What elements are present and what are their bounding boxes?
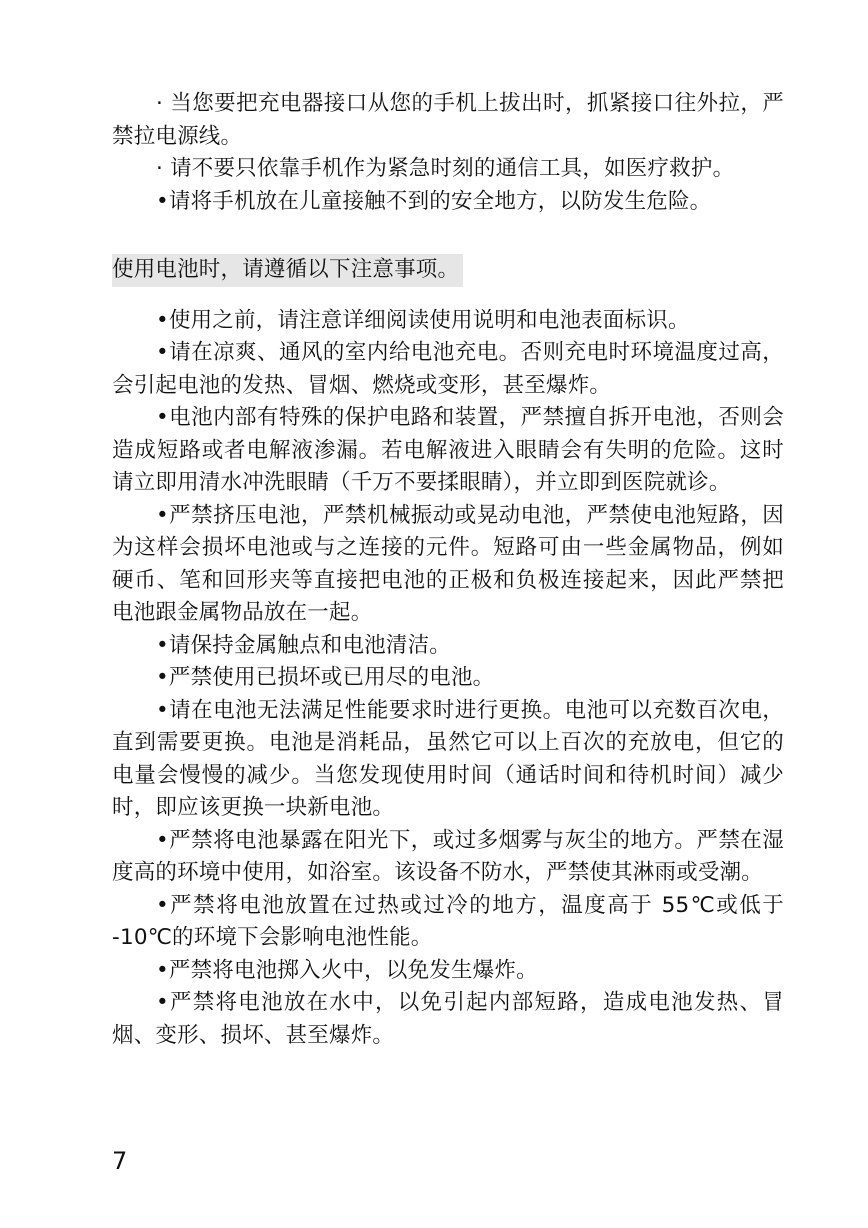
section-heading-wrapper bbox=[112, 254, 784, 287]
section-heading: 使用电池时，请遵循以下注意事项。 bbox=[112, 254, 463, 287]
list-item: •电池内部有特殊的保护电路和装置，严禁擅自拆开电池，否则会造成短路或者电解液渗漏。若电解液进入眼睛会有失明的危险。这时请立即用清水冲洗眼睛（千万不要揉眼睛），并立即到医院就诊。 bbox=[112, 405, 784, 495]
list-item: •严禁挤压电池，严禁机械振动或晃动电池，严禁使电池短路，因为这样会损坏电池或与之连接的元件。短路可由一些金属物品，例如硬币、笔和回形夹等直接把电池的正极和负极连接起来，因此严禁把电池跟金属物品放在一起。 bbox=[112, 502, 784, 625]
list-item: •请保持金属触点和电池清洁。 bbox=[156, 632, 451, 658]
list-item: •严禁使用已损坏或已用尽的电池。 bbox=[156, 665, 495, 690]
list-item: •使用之前，请注意详细阅读使用说明和电池表面标识。 bbox=[156, 307, 690, 333]
heading-spacer bbox=[112, 291, 784, 305]
list-item: •严禁将电池掷入火中，以免发生爆炸。 bbox=[156, 957, 538, 983]
page-number: 7 bbox=[112, 1147, 128, 1175]
list-item: · 请不要只依靠手机作为紧急时刻的通信工具，如医疗救护。 bbox=[156, 156, 735, 181]
list-item: •请在凉爽、通风的室内给电池充电。否则充电时环境温度过高，会引起电池的发热、冒烟、燃烧或变形，甚至爆炸。 bbox=[112, 340, 784, 398]
manual-page bbox=[112, 88, 784, 1052]
list-item: •请将手机放在儿童接触不到的安全地方，以防发生危险。 bbox=[156, 188, 712, 214]
list-item: · 当您要把充电器接口从您的手机上拔出时，抓紧接口往外拉，严禁拉电源线。 bbox=[112, 91, 784, 149]
list-item: •请在电池无法满足性能要求时进行更换。电池可以充数百次电，直到需要更换。电池是消耗品，虽然它可以上百次的充放电，但它的电量会慢慢的减少。当您发现使用时间（通话时间和待机时间）减少时，即应该更换一块新电池。 bbox=[112, 697, 784, 820]
list-item: •严禁将电池暴露在阳光下，或过多烟雾与灰尘的地方。严禁在湿度高的环境中使用，如浴室。该设备不防水，严禁使其淋雨或受潮。 bbox=[112, 827, 784, 885]
list-item: •严禁将电池放置在过热或过冷的地方，温度高于 55℃或低于 -10℃的环境下会影响电池性能。 bbox=[112, 892, 784, 950]
list-item: •严禁将电池放在水中，以免引起内部短路，造成电池发热、冒烟、变形、损坏、甚至爆炸。 bbox=[112, 990, 784, 1048]
section-spacer bbox=[112, 218, 784, 254]
